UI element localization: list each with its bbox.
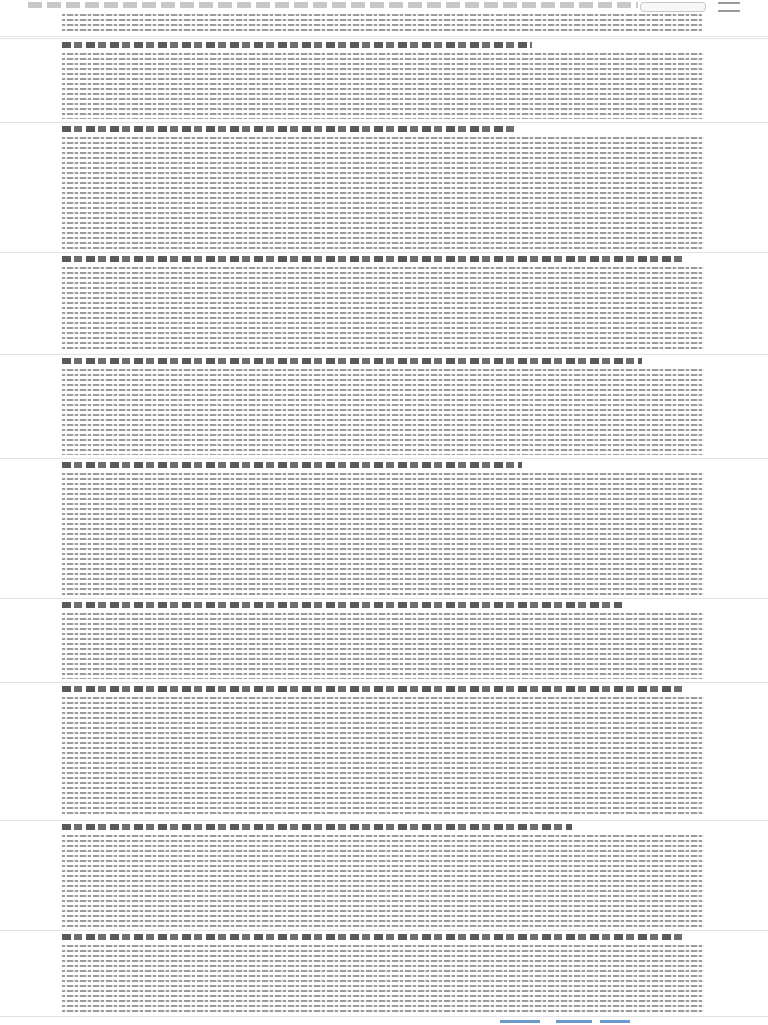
section-title xyxy=(62,601,622,610)
section-body xyxy=(62,53,704,119)
intro-text xyxy=(62,14,702,32)
page-heading xyxy=(28,0,718,12)
text-placeholder xyxy=(62,14,702,32)
page-header xyxy=(0,0,768,37)
section-body xyxy=(62,267,704,351)
text-placeholder xyxy=(62,53,704,119)
text-placeholder xyxy=(62,613,704,679)
section-9 xyxy=(0,930,768,1016)
section-title xyxy=(62,933,682,942)
section-8 xyxy=(0,820,768,930)
section-body xyxy=(62,945,704,1015)
section-body xyxy=(62,473,704,595)
section-4 xyxy=(0,354,768,458)
footer-link[interactable] xyxy=(500,1020,540,1023)
section-title xyxy=(62,41,532,50)
text-placeholder xyxy=(62,473,704,595)
section-7 xyxy=(0,682,768,820)
section-title xyxy=(62,461,522,470)
text-placeholder xyxy=(62,369,704,455)
section-title xyxy=(62,823,572,832)
section-title xyxy=(62,125,517,134)
search-input[interactable] xyxy=(640,2,706,12)
section-6 xyxy=(0,598,768,682)
section-3 xyxy=(0,252,768,354)
section-1 xyxy=(0,38,768,122)
section-5 xyxy=(0,458,768,598)
text-placeholder xyxy=(62,137,704,249)
menu-icon[interactable] xyxy=(718,2,740,12)
footer-link[interactable] xyxy=(556,1020,592,1023)
section-body xyxy=(62,369,704,455)
section-body xyxy=(62,697,704,817)
section-title xyxy=(62,685,682,694)
section-title xyxy=(62,357,642,366)
text-placeholder xyxy=(62,697,704,817)
text-placeholder xyxy=(62,267,704,351)
text-placeholder xyxy=(62,945,704,1015)
section-title xyxy=(62,255,682,264)
footer-link[interactable] xyxy=(600,1020,630,1023)
text-placeholder xyxy=(62,835,704,927)
section-body xyxy=(62,137,704,249)
section-2 xyxy=(0,122,768,252)
section-body xyxy=(62,613,704,679)
section-body xyxy=(62,835,704,927)
